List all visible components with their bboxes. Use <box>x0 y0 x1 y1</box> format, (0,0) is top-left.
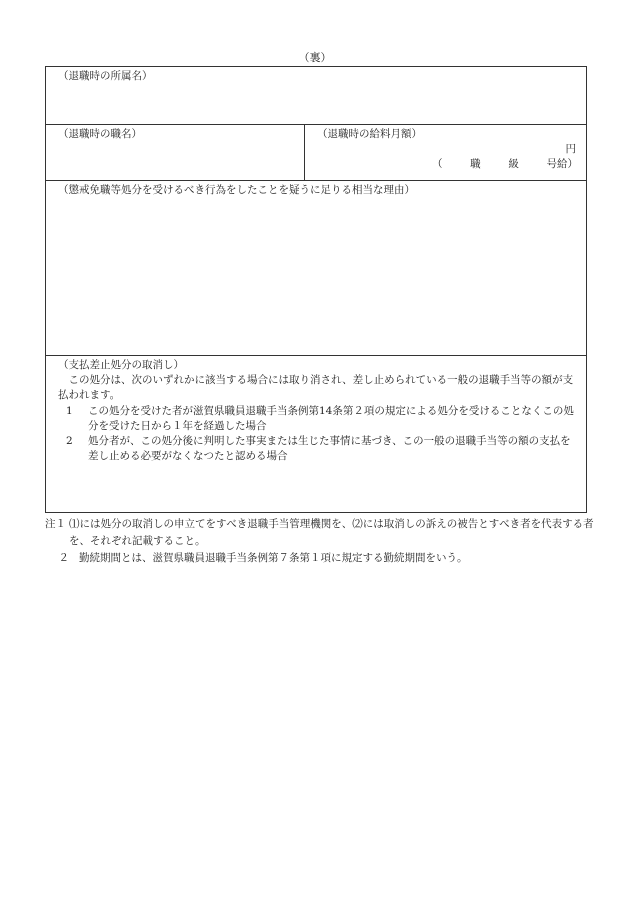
cancel-intro: この処分は、次のいずれかに該当する場合には取り消され、差し止められている一般の退職手当等の額が支払われます。 <box>58 374 574 402</box>
note-text: 勤続期間とは、滋賀県職員退職手当条例第７条第１項に規定する勤続期間をいう。 <box>79 551 468 564</box>
post-cell[interactable] <box>46 125 305 181</box>
reason-cell[interactable] <box>46 181 587 356</box>
retirement-info-form <box>45 66 587 513</box>
cancel-item <box>58 404 578 434</box>
cancel-item-number: 1 <box>66 404 73 417</box>
note-text: ⑴には処分の取消しの申立てをすべき退職手当管理機関を、⑵には取消しの訴えの被告とすべき者を代表する者を、それぞれ記載すること。 <box>69 518 594 547</box>
affiliation-cell[interactable] <box>46 67 587 125</box>
note-number: 注１ <box>45 518 66 530</box>
salary-label: （退職時の給料月額） <box>317 128 422 140</box>
salary-grade-open: （ <box>432 158 443 171</box>
cancel-item-number: 2 <box>66 435 73 448</box>
salary-grade-class: 級 <box>508 158 519 171</box>
salary-grade-grade: 職 <box>470 158 481 171</box>
note-item <box>45 550 595 567</box>
notes-section <box>45 516 595 566</box>
note-item <box>45 516 595 550</box>
salary-cell[interactable] <box>305 125 587 181</box>
cancel-cell <box>46 356 587 513</box>
salary-unit: 円 <box>565 143 576 156</box>
cancel-item-text: この処分を受けた者が滋賀県職員退職手当条例第14条第２項の規定による処分を受けることなくこの処分を受けた日から１年を経過した場合 <box>88 404 574 432</box>
note-number: ２ <box>58 551 69 564</box>
salary-grade <box>317 157 578 172</box>
affiliation-label: （退職時の所属名） <box>58 70 153 82</box>
post-label: （退職時の職名） <box>58 128 142 140</box>
page-heading: （裏） <box>298 51 332 64</box>
cancel-label: （支払差止処分の取消し） <box>58 359 184 371</box>
reason-label: （懲戒免職等処分を受けるべき行為をしたことを疑うに足りる相当な理由） <box>58 184 415 196</box>
cancel-item <box>58 434 578 464</box>
cancel-item-text: 処分者が、この処分後に判明した事実または生じた事情に基づき、この一般の退職手当等の額の支払を差し止める必要がなくなつたと認める場合 <box>88 435 571 463</box>
salary-grade-step: 号給） <box>546 158 578 171</box>
